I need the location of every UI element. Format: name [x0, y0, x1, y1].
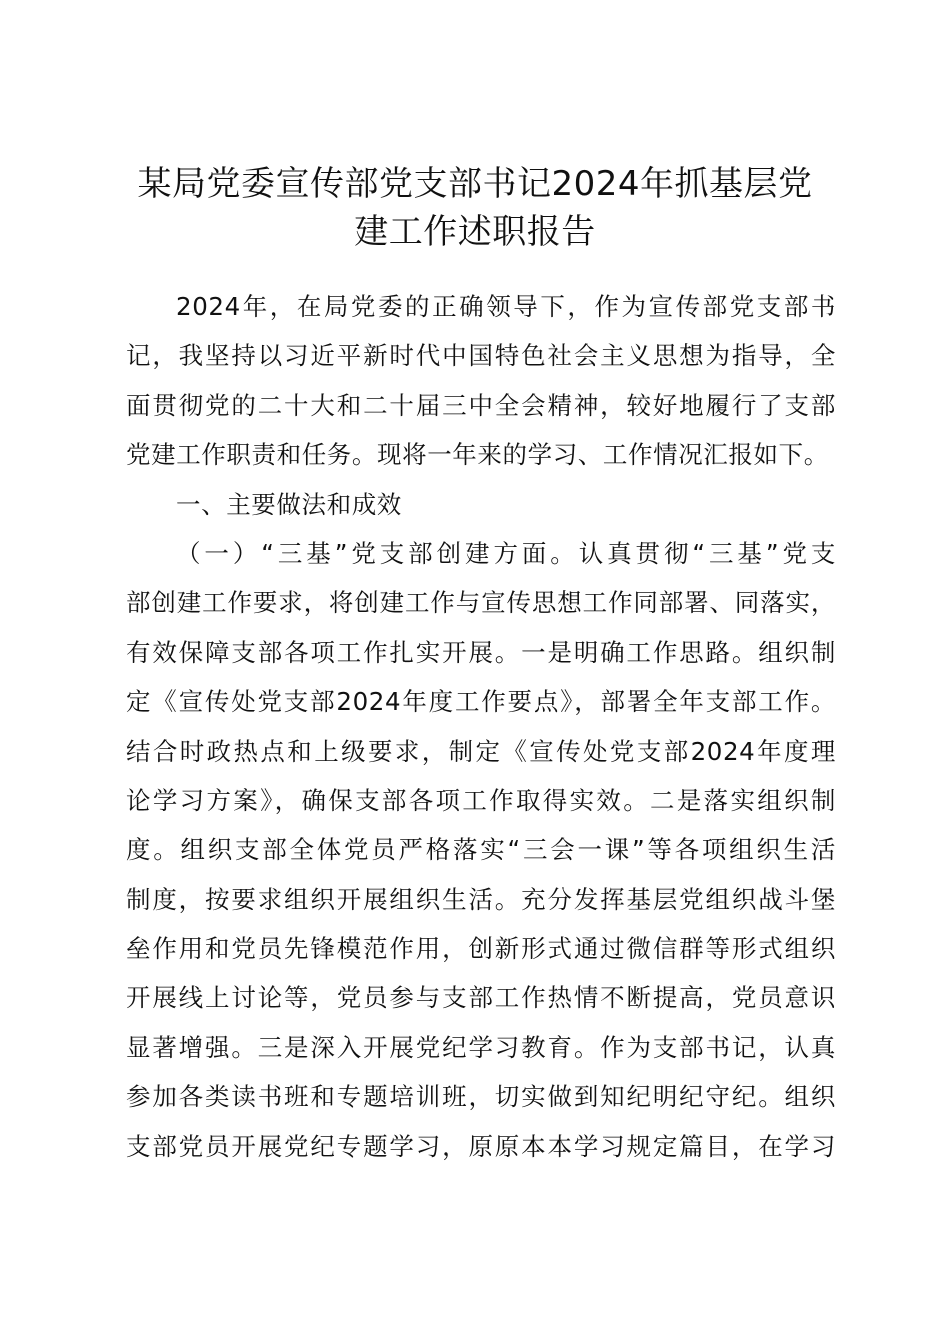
paragraph-line: 部创建工作要求，将创建工作与宣传思想工作同部署、同落实，	[126, 588, 836, 618]
paragraph-line: 支部党员开展党纪专题学习，原原本本学习规定篇目，在学习	[126, 1131, 836, 1161]
paragraph-line: （一）“三基”党支部创建方面。认真贯彻“三基”党支	[176, 538, 836, 568]
paragraph-line: 论学习方案》，确保支部各项工作取得实效。二是落实组织制	[126, 785, 836, 815]
document-title	[110, 160, 840, 256]
paragraph-line: 制度，按要求组织开展组织生活。充分发挥基层党组织战斗堡	[126, 884, 836, 914]
paragraph-line: 2024年，在局党委的正确领导下，作为宣传部党支部书	[176, 292, 836, 321]
paragraph-line: 结合时政热点和上级要求，制定《宣传处党支部2024年度理	[126, 736, 836, 766]
paragraph-line: 定《宣传处党支部2024年度工作要点》，部署全年支部工作。	[126, 687, 836, 717]
section-heading: 一、主要做法和成效	[176, 489, 402, 519]
document-body	[126, 282, 836, 1171]
paragraph-line: 党建工作职责和任务。现将一年来的学习、工作情况汇报如下。	[126, 440, 829, 470]
title-line-1: 某局党委宣传部党支部书记2024年抓基层党	[137, 164, 813, 204]
paragraph-line: 垒作用和党员先锋模范作用，创新形式通过微信群等形式组织	[126, 934, 836, 964]
paragraph-line: 记，我坚持以习近平新时代中国特色社会主义思想为指导，全	[126, 341, 836, 371]
paragraph-line: 有效保障支部各项工作扎实开展。一是明确工作思路。组织制	[126, 637, 836, 667]
paragraph-line: 面贯彻党的二十大和二十届三中全会精神，较好地履行了支部	[126, 390, 836, 420]
paragraph-line: 参加各类读书班和专题培训班，切实做到知纪明纪守纪。组织	[126, 1082, 836, 1112]
paragraph-line: 度。组织支部全体党员严格落实“三会一课”等各项组织生活	[126, 835, 836, 865]
paragraph-line: 开展线上讨论等，党员参与支部工作热情不断提高，党员意识	[126, 983, 836, 1013]
title-line-2: 建工作述职报告	[354, 212, 596, 252]
paragraph-line: 显著增强。三是深入开展党纪学习教育。作为支部书记，认真	[126, 1032, 836, 1062]
